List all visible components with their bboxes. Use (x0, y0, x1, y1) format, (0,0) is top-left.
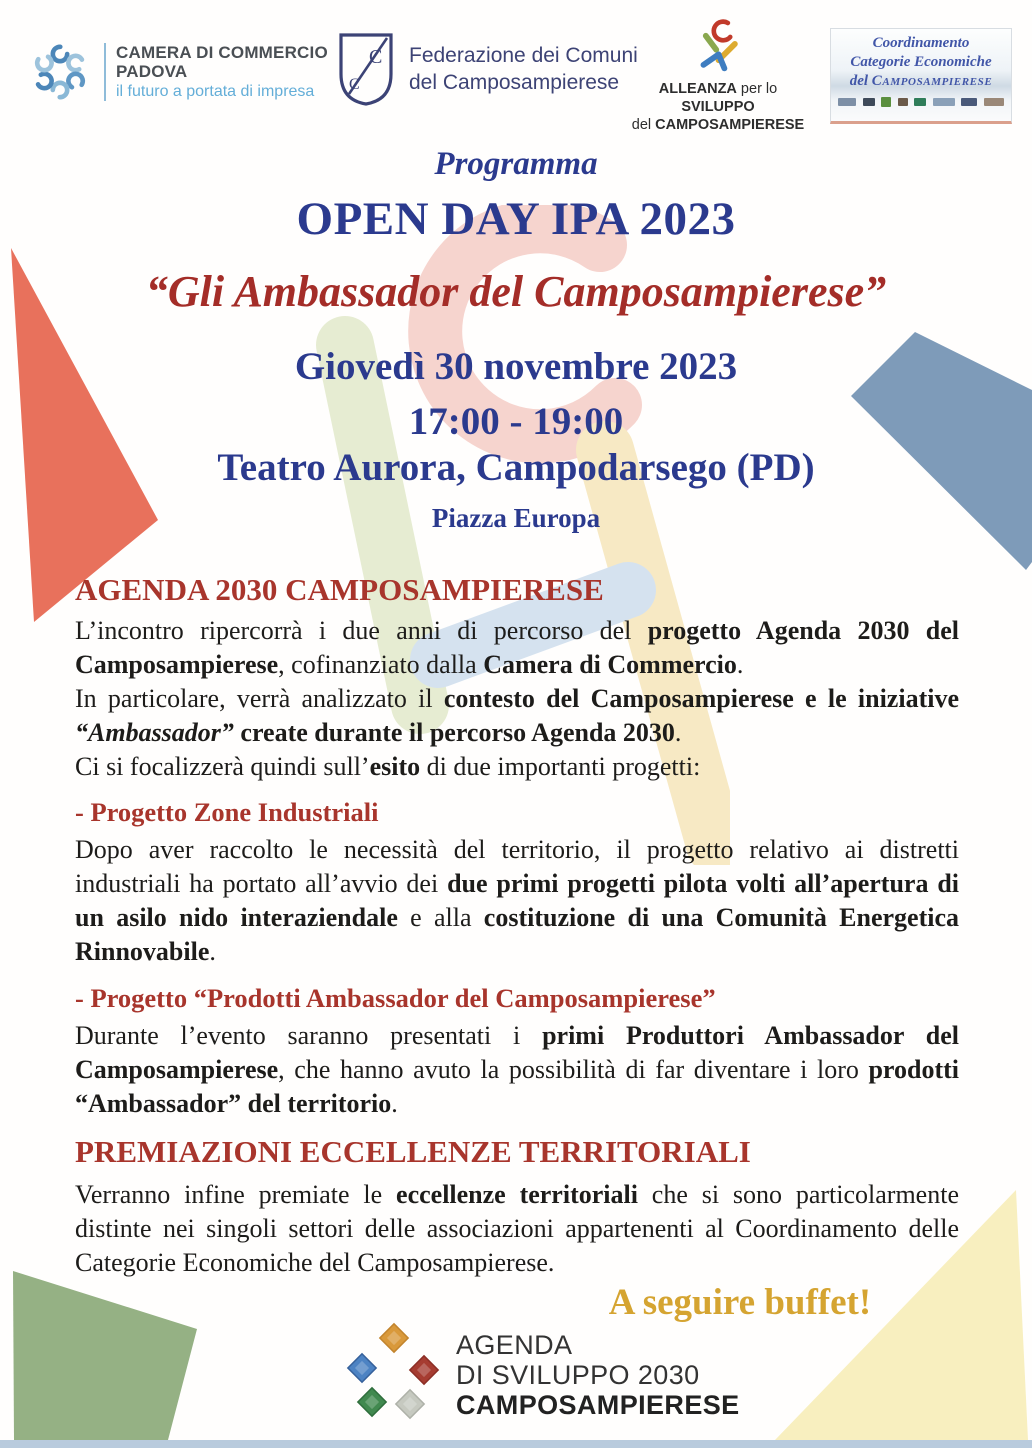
camera-commercio-tagline: il futuro a portata di impresa (116, 82, 315, 100)
event-square: Piazza Europa (431, 503, 601, 533)
event-title: OPEN DAY IPA 2023 (296, 193, 736, 245)
alleanza-x-icon (689, 16, 747, 80)
section-premiazioni (75, 1136, 959, 1280)
logo-alleanza (626, 16, 810, 134)
footer-logo-text (456, 1330, 740, 1432)
agenda-paragraph-3: Ci si focalizzerà quindi sull’esito di due importanti progetti: (75, 752, 701, 781)
footer-logo-line2: DI SVILUPPO 2030 (456, 1360, 700, 1390)
header-logos (0, 0, 1032, 135)
coordinamento-line1: Coordinamento (872, 35, 970, 51)
decor-bottom-strip (0, 1440, 1032, 1448)
alleanza-line2: del CAMPOSAMPIERESE (631, 117, 805, 133)
event-venue: Teatro Aurora, Campodarsego (PD) (217, 446, 815, 489)
footer-diamonds-icon (338, 1322, 442, 1432)
svg-text:C: C (349, 76, 360, 93)
decor-shape-bottom-left (13, 1271, 197, 1440)
camera-commercio-name-line1: CAMERA DI COMMERCIO (116, 42, 328, 62)
alleanza-line1: ALLEANZA per lo SVILUPPO (658, 81, 778, 115)
event-date: Giovedì 30 novembre 2023 (294, 345, 738, 388)
section-heading-prodotti-ambassador: - Progetto “Prodotti Ambassador del Camposampierese” (75, 983, 716, 1013)
coordinamento-line3: del Camposampierese (849, 73, 993, 89)
coordinamento-line2: Categorie Economiche (850, 54, 992, 70)
prodotti-paragraph: Durante l’evento saranno presentati i primi Produttori Ambassador del Camposampierese, che hanno avuto la possibilità di far diventare i loro prodotti “Ambassador” del territorio. (75, 1021, 959, 1118)
section-progetto-prodotti-ambassador (75, 983, 959, 1121)
logo-federazione (335, 30, 638, 108)
event-subtitle: “Gli Ambassador del Camposampierese” (145, 267, 887, 316)
agenda-paragraph-2: In particolare, verrà analizzato il contesto del Camposampierese e le iniziative “Ambassador” create durante il percorso Agenda 2030. (75, 684, 959, 747)
section-heading-zone-industriali: - Progetto Zone Industriali (75, 797, 379, 827)
footer-agenda2030-logo (338, 1322, 740, 1432)
zone-paragraph: Dopo aver raccolto le necessità del territorio, il progetto relativo ai distretti industriali ha portato all’avvio dei due primi progetti pilota volti all’apertura di un asilo nido interaziendale e alla costituzione di una Comunità Energetica Rinnovabile. (75, 835, 960, 966)
camera-commercio-icon (28, 40, 92, 104)
section-heading-agenda2030: AGENDA 2030 CAMPOSAMPIERESE (75, 572, 604, 607)
logo-camera-commercio (28, 40, 328, 104)
camera-commercio-name-line2: PADOVA (116, 61, 188, 81)
partner-logos-strip (831, 91, 1011, 107)
federazione-line2: del Camposampierese (409, 71, 620, 94)
federazione-shield-icon (335, 30, 397, 108)
federazione-line1: Federazione dei Comuni (409, 44, 638, 67)
logo-divider (104, 43, 106, 101)
svg-text:C: C (369, 46, 383, 68)
footer-logo-line3: CAMPOSAMPIERESE (456, 1390, 740, 1420)
premiazioni-paragraph: Verranno infine premiate le eccellenze territoriali che si sono particolarmente distinte nei singoli settori delle associazioni appartenenti al Coordinamento delle Categorie Economiche del Camposampierese. (75, 1180, 959, 1277)
section-heading-premiazioni: PREMIAZIONI ECCELLENZE TERRITORIALI (75, 1134, 751, 1169)
agenda-paragraph-1: L’incontro ripercorrà i due anni di percorso del progetto Agenda 2030 del Camposampierese, cofinanziato dalla Camera di Commercio. (75, 616, 959, 679)
section-agenda-2030 (75, 574, 959, 784)
buffet-note: A seguire buffet! (608, 1282, 872, 1323)
program-kicker: Programma (434, 146, 598, 182)
coordinamento-logo-box (830, 28, 1012, 124)
section-progetto-zone-industriali (75, 797, 959, 969)
event-time: 17:00 - 19:00 (408, 400, 624, 443)
footer-logo-line1: AGENDA (456, 1330, 573, 1360)
